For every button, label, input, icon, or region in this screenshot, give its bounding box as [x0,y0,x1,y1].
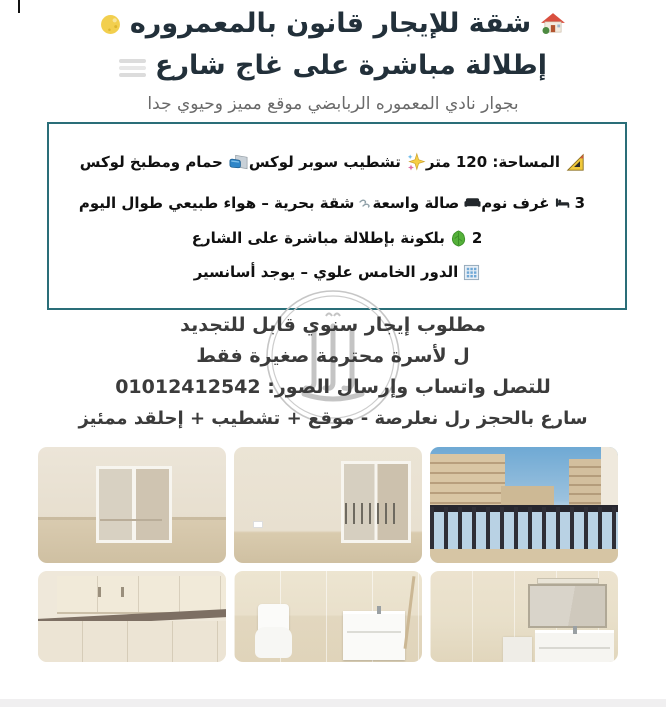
feature-bedrooms-label: غرف نوم [481,194,550,212]
photo-balcony-view [430,447,618,563]
toilet [255,627,293,658]
features-row-2 [49,194,625,212]
sink-vanity [343,611,405,660]
sink-vanity [535,630,614,662]
contact-line [0,376,666,398]
mirror-cabinet [528,584,607,628]
motorway-icon [119,59,146,77]
sparkles-icon [406,152,426,172]
bottom-gray-bar [0,699,666,707]
feature-hall-label: صالة واسعة [372,194,460,212]
page-title-line2 [0,50,666,82]
photo-bathroom-2 [430,571,618,662]
bed-icon [555,197,570,209]
phone-number: 01012412542 [115,376,261,398]
balcony-railing [430,507,618,549]
feature-balconies-number: 2 [471,229,483,247]
contact-label: للتصل واتساب وإرسال الصور: [260,376,551,398]
leaf-icon [450,230,467,247]
photo-living-room-1 [38,447,226,563]
photo-kitchen [38,571,226,662]
feature-sea-air-label: شقة بحرية – هواء طبيعي طوال اليوم [78,194,355,212]
feature-bath-kitchen [80,152,249,172]
bathtub-icon [228,152,249,172]
feature-area-label: المساحة: 120 متر [425,153,560,171]
feature-sea-air [79,194,373,212]
rent-terms-line: مطلوب إيجار سنوي قابل للتجديد [180,314,486,336]
photo-living-room-2 [234,447,422,563]
cta-line: سارع بالحجز رل نعلرصة - موقع + تشطيب + إحلقد ممئيز [78,408,588,429]
feature-balconies-label: بلكونة بإطلالة مباشرة على الشارع [191,229,445,247]
feature-finishing-label: تشطيب سوبر لوكس [248,153,401,171]
subtitle: بجوار نادي المعموره الربابضي موقع مميز وحيوي جدا [147,94,519,114]
feature-floor-label: الدور الخامس علوي – يوجد أسانسير [193,263,459,281]
feature-balconies [192,229,483,247]
yellow-moon-icon [100,14,121,35]
building-icon [463,264,480,281]
house-with-garden-icon [540,11,566,37]
feature-bedrooms-number: 3 [574,194,585,212]
feature-finishing [249,152,426,172]
triangular-ruler-icon [565,152,585,172]
features-row-3 [49,229,625,247]
family-line: ل لأسرة محترمة صغيرة فقط [196,345,470,367]
feature-bath-kitchen-label: حمام ومطبخ لوكس [79,153,223,171]
balcony-door [96,466,172,544]
feature-hall [372,194,481,212]
page-title [0,8,666,40]
title-line1-text: شقة للإيجار قانون بالمعمروره [129,8,532,39]
features-row-1 [49,152,625,172]
features-row-4 [49,263,625,281]
feature-area [426,152,585,172]
couch-icon [464,197,481,209]
feature-floor [194,263,481,281]
photo-bathroom-1 [234,571,422,662]
features-box [47,122,627,310]
feature-bedrooms [481,194,585,212]
wind-icon [359,198,372,209]
title-line2-text: إطلالة مباشرة على غاج شارع [155,50,547,81]
